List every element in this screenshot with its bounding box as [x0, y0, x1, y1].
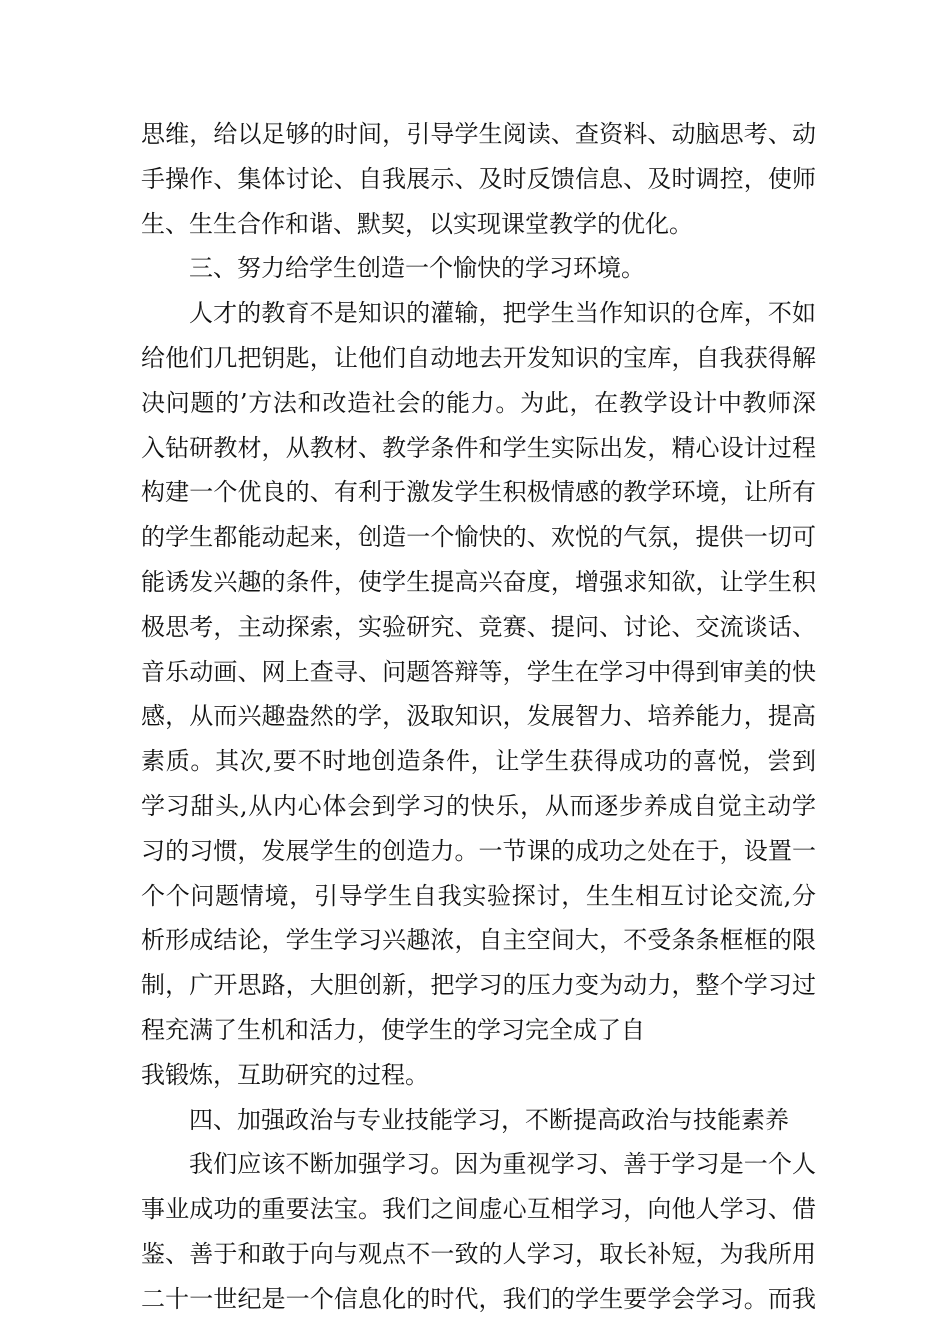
- text-line: 素质。其次,要不时地创造条件，让学生获得成功的喜悦，尝到: [141, 747, 816, 776]
- text-line: 鉴、善于和敢于向与观点不一致的人学习，取长补短，为我所用: [141, 1239, 816, 1268]
- text-line: 析形成结论，学生学习兴趣浓，自主空间大，不受条条框框的限: [141, 926, 816, 955]
- text-line: 手操作、集体讨论、自我展示、及时反馈信息、及时调控，使师: [141, 164, 816, 193]
- text-line: 学习甜头,从内心体会到学习的快乐，从而逐步养成自觉主动学: [141, 791, 816, 820]
- text-line: 的学生都能动起来，创造一个愉快的、欢悦的气氛，提供一切可: [141, 523, 816, 552]
- text-line: 音乐动画、网上查寻、问题答辩等，学生在学习中得到审美的快: [141, 657, 816, 686]
- text-line: 制，广开思路，大胆创新，把学习的压力变为动力，整个学习过: [141, 971, 816, 1000]
- text-line: 我锻炼，互助研究的过程。: [141, 1060, 429, 1089]
- text-line: 三、努力给学生创造一个愉快的学习环境。: [189, 254, 645, 283]
- text-line: 入钻研教材，从教材、教学条件和学生实际出发，精心设计过程: [141, 433, 816, 462]
- text-line: 感，从而兴趣盎然的学，汲取知识，发展智力、培养能力，提高: [141, 702, 816, 731]
- text-line: 生、生生合作和谐、默契，以实现课堂教学的优化。: [141, 209, 693, 238]
- text-line: 能诱发兴趣的条件，使学生提高兴奋度，增强求知欲，让学生积: [141, 567, 816, 596]
- text-line: 极思考，主动探索，实验研究、竞赛、提问、讨论、交流谈话、: [141, 612, 816, 641]
- text-line: 构建一个优良的、有利于激发学生积极情感的教学环境，让所有: [141, 478, 816, 507]
- text-line: 程充满了生机和活力，使学生的学习完全成了自: [141, 1015, 645, 1044]
- text-line: 习的习惯，发展学生的创造力。一节课的成功之处在于，设置一: [141, 836, 816, 865]
- text-line: 给他们几把钥匙，让他们自动地去开发知识的宝库，自我获得解: [141, 343, 816, 372]
- text-line: 个个问题情境，引导学生自我实验探讨，生生相互讨论交流,分: [141, 881, 816, 910]
- text-line: 我们应该不断加强学习。因为重视学习、善于学习是一个人: [189, 1150, 816, 1179]
- text-line: 二十一世纪是一个信息化的时代，我们的学生要学会学习。而我: [141, 1284, 816, 1313]
- text-line: 四、加强政治与专业技能学习，不断提高政治与技能素养: [189, 1105, 789, 1134]
- text-line: 思维，给以足够的时间，引导学生阅读、查资料、动脑思考、动: [141, 120, 816, 148]
- text-line: 决问题的’方法和改造社会的能力。为此，在教学设计中教师深: [141, 388, 816, 417]
- text-line: 事业成功的重要法宝。我们之间虚心互相学习，向他人学习、借: [141, 1195, 816, 1224]
- text-line: 人才的教育不是知识的灌输，把学生当作知识的仓库，不如: [189, 299, 816, 328]
- body-text: [141, 112, 816, 1322]
